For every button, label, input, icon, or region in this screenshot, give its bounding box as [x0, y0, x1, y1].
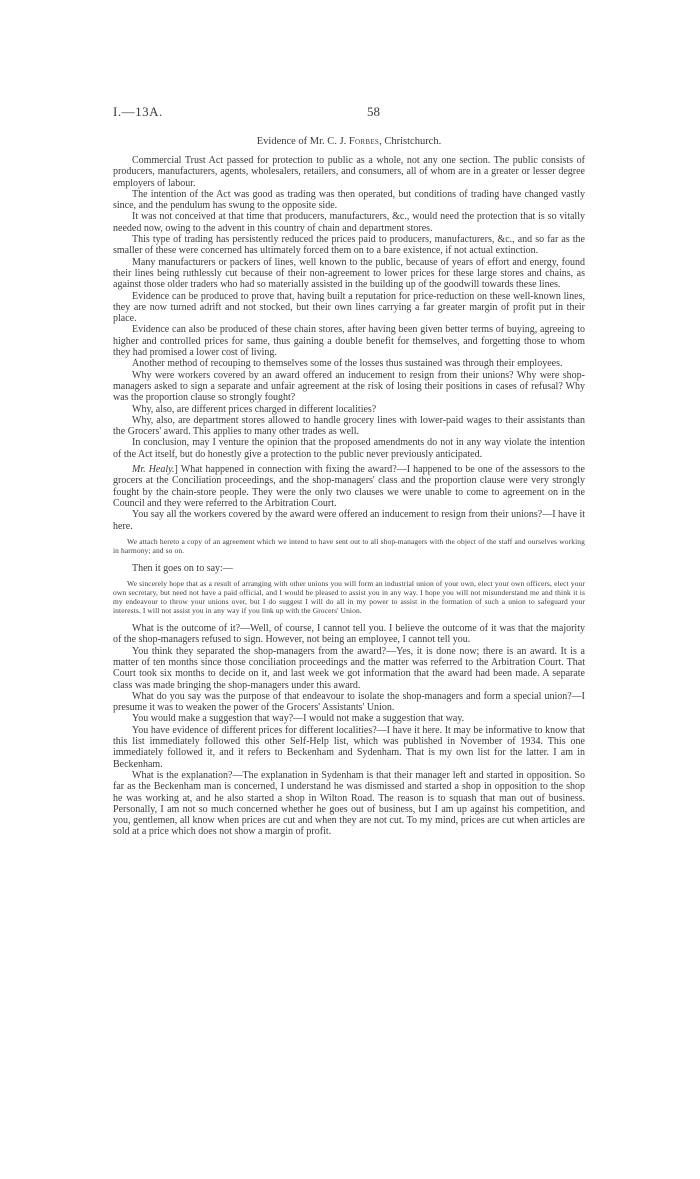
- paragraph: Many manufacturers or packers of lines, well known to the public, because of years of effort and energy, found their lines being ruthlessly cut because of their non-agreement to lower prices for these large stores and chains, as against those older traders who had so materially assisted in the building up of the goodwill towards these lines.: [113, 256, 585, 291]
- paragraph: Why, also, are different prices charged in different localities?: [132, 403, 377, 415]
- paragraph: This type of trading has persistently reduced the prices paid to producers, manufacturers, &c., and so far as the smaller of these were concerned has ultimately forced them on to a bare existence, if not actual extinction.: [113, 234, 585, 257]
- paragraph: Commercial Trust Act passed for protection to public as a whole, not any one section. The public consists of producers, manufacturers, agents, wholesalers, retailers, and consumers, all of whom are in a greater or lesser degree employers of labour.: [113, 155, 585, 189]
- paragraph: Another method of recouping to themselves some of the losses thus sustained was through their employees.: [132, 358, 563, 370]
- quoted-agreement: We attach hereto a copy of an agreement which we intend to have sent out to all shop-managers with the object of the staff and ourselves working in harmony; and so on.: [113, 536, 585, 555]
- paragraph: Why, also, are department stores allowed to handle grocery lines with lower-paid wages to their assistants than the Grocers' award. This applies to many other trades as well.: [113, 414, 585, 438]
- paragraph: What is the outcome of it?—Well, of course, I cannot tell you. I believe the outcome of it was that the majority of the shop-managers refused to sign. However, not being an employee, I cannot tell you.: [113, 623, 585, 646]
- paragraph: In conclusion, may I venture the opinion that the proposed amendments do not in any way violate the intention of the Act itself, but do honestly give a protection to the public never previously anticipated.: [113, 437, 585, 460]
- healy-text: ] What happened in connection with fixing the award?—I happened to be one of the assessors to the grocers at the Conciliation proceedings, and the shop-managers' class and the proportion clause were very strongly fought by the chain-store people. They were the only two clauses we were unable to come to agreement on in the Council and they were referred to the Arbitration Court.: [113, 464, 585, 509]
- title-prefix: Evidence of Mr. C. J.: [256, 136, 349, 147]
- paragraph: What do you say was the purpose of that endeavour to isolate the shop-managers and form a special union?—I presume it was to weaken the power of the Grocers' Assistants' Union.: [113, 690, 585, 714]
- paragraph: Evidence can be produced to prove that, having built a reputation for price-reduction on these well-known lines, they are now turned adrift and not stocked, but their own lines carrying a far greater margin of profit put in their place.: [113, 290, 585, 325]
- paragraph: You would make a suggestion that way?—I would not make a suggestion that way.: [132, 713, 465, 725]
- paragraph: Why were workers covered by an award offered an inducement to resign from their unions? Why were shop-managers asked to sign a separate and unfair agreement at the risk of losing their positions in cases of refusal? Why was the proportion clause so strongly fought?: [113, 369, 585, 404]
- paragraph: What is the explanation?—The explanation in Sydenham is that their manager left and started in opposition. So far as the Beckenham man is concerned, I understand he was dismissed and started a shop in opposition to the shop he was working at, and he also started a shop in Wilton Road. The reason is to squash that man out of business. Personally, I am not so much concerned whether he goes out of business, but I am up against his competition, and you, gentlemen, all know when prices are cut and when they are not cut. To my mind, prices are cut when articles are sold at a price which does not show a margin of profit.: [113, 769, 585, 838]
- paragraph: You think they separated the shop-managers from the award?—Yes, it is done now; there is an award. It is a matter of ten months since those conciliation proceedings and the matter was referred to the Arbitration Court. That Court took six months to decide on it, and last week we got information that the award had been made. A separate class was made bringing the shop-managers under this award.: [113, 645, 585, 691]
- section-title: [113, 136, 585, 147]
- page-header: [113, 104, 585, 124]
- page-number: 58: [367, 104, 380, 119]
- paragraph: Then it goes on to say:—: [132, 562, 233, 574]
- healy-question: [113, 464, 585, 509]
- speaker-name: Mr. Healy.: [132, 464, 175, 476]
- paragraph: It was not conceived at that time that producers, manufacturers, &c., would need the protection that is so vitally needed now, owing to the advent in this country of chain and department stores.: [113, 211, 585, 234]
- paragraph: Evidence can also be produced of these chain stores, after having been given better terms of buying, agreeing to higher and controlled prices for same, thus gaining a double benefit for themselves, and forgetting those to whom they had promised a lower cost of living.: [113, 324, 585, 359]
- title-suffix: , Christchurch.: [379, 136, 442, 147]
- document-reference: I.—13A.: [113, 104, 163, 119]
- document-page: [113, 104, 585, 838]
- paragraph: The intention of the Act was good as trading was then operated, but conditions of trading have changed vastly since, and the pendulum has swung to the opposite side.: [113, 188, 585, 212]
- quoted-letter: We sincerely hope that as a result of arranging with other unions you will form an industrial union of your own, elect your own officers, elect your own secretary, but need not have a paid official, and I would be pleased to assist you in any way. I hope you will not misunderstand me and think it is my endeavour to throw your unions over, but I do suggest I will do all in my power to assist in the formation of such a union to safeguard your interests. I will not assist you in any way if you link up with the Grocers' Union.: [113, 579, 585, 616]
- paragraph: You say all the workers covered by the award were offered an inducement to resign from their unions?—I have it here.: [113, 509, 585, 532]
- paragraph: You have evidence of different prices for different localities?—I have it here. It may be informative to know that this list immediately followed this other Self-Help list, which was published in November of 1934. This one immediately followed it, and it refers to Beckenham and Sydenham. That is my own list for the latter. I am in Beckenham.: [113, 724, 585, 770]
- witness-name: Forbes: [348, 136, 380, 147]
